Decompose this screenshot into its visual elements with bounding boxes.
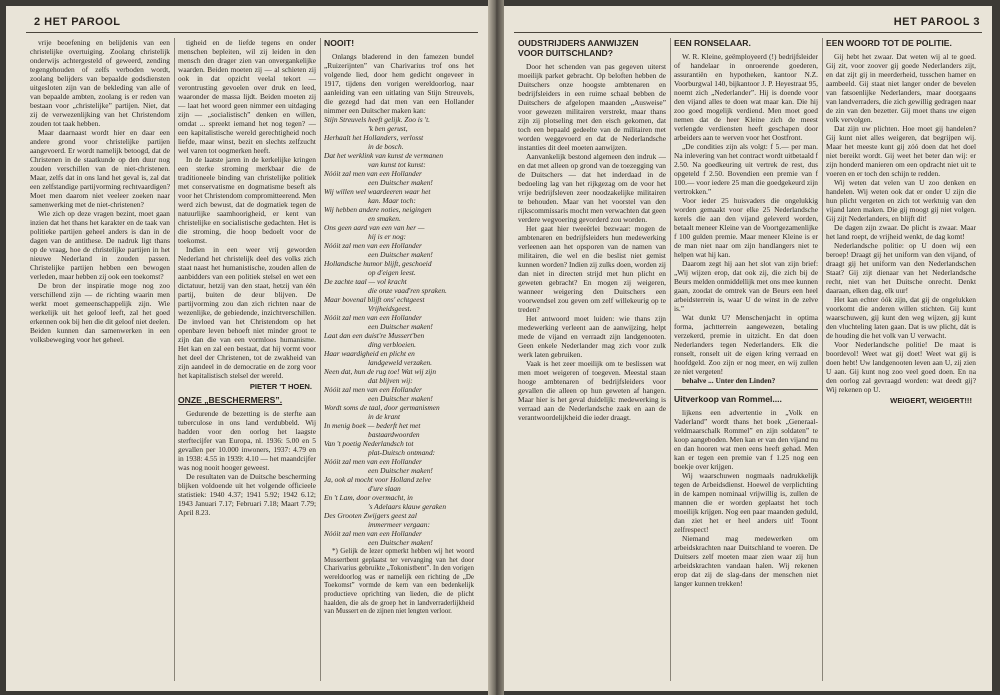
paragraph: tigheid en de liefde tegens en onder menschen bepleiten, wil zij leiden in den mensch den drager zien van onvergankelijke waarden. Beiden moeten zij — al schieten zij ook in dat opzicht veelal tekort — verontrusting gevoelen over druk en leed, waaronder de massa lijdt. Beiden moeten zij — laat het woord geen nimmer een uitdaging zijn — „socialistisch” denken en willen, omdat ... spreekt iemand het nog tegen? — een kapitalistische wereld gerechtigheid noch liefde, maar winst, bezit en slechts zelfzucht wel varen tot oogmerken heeft. (178, 38, 316, 155)
article-headline: EEN RONSELAAR. (674, 38, 751, 48)
paragraph: Wie zich op deze vragen bezint, moet gaan inzien dat het thans het karakter en de taak van politieke partijen geheel anders is dan in de dagen van de antithese. De nadruk ligt thans op de vraag, hoe de christelijke partijen in het nieuwe Nederland in zouden passen. Christelijke partijen hebben een bewogen verleden, maar hebben zij ook een toekomst? (30, 209, 170, 281)
poem-line: en smaken. (368, 214, 401, 223)
poem-line: De zachte taal — vol kracht (324, 277, 407, 286)
poem-line: Ja, ook al mocht voor Holland zelve (324, 475, 431, 484)
paragraph: Voor Nederlandsche politie! De maat is boordevol! Weet wat gij doet! Weet wat gij is doen hebt! Uw landgenooten leven aan U, zij zien U aan. Gij kunt nog zoo veel goed doen. En na den oorlog zal gevraagd worden: wat deedt gij? Wij rekenen op U. (826, 340, 976, 394)
paragraph: Wij weten dat velen van U zoo denken en handelen. Wij weten ook dat er onder U zijn die hun plicht vergeten en zich tot werktuig van den vijand laten maken. Die gij moogt gij niet volgen. Gij zijt Nederlanders, en blijft dit! (826, 178, 976, 223)
poem-line: d'ure slaan (368, 484, 401, 493)
paragraph: De bron der inspiratie moge nog zoo verschillend zijn — de richting waarin men werkt moet gemeenschappelijk zijn. Wie werkelijk uit het geloof leeft, zal het goed erkennen ook bij hen die dit geloof niet deelen. Beiden kunnen dan samenwerken in een volksbeweging voor het geheel. (30, 281, 170, 344)
paragraph: Voor ieder 25 huisvaders die ongelukkig worden gemaakt voor elke 25 Nederlandsche kerels die aan den vijand geleverd worden, betaalt meneer Kleine van de Voortgezamenlijke f 100 gulden premie. Maar meneer Kleine is er de man niet naar om zijn handlangers niet te helpen wat hij kan. (674, 196, 818, 259)
left-column-3 (324, 38, 474, 683)
page-header-right: HET PAROOL 3 (893, 16, 980, 28)
left-column-1 (30, 38, 170, 683)
column-rule (670, 38, 671, 681)
poem-line: Nóóit zal men van een Hollander (324, 241, 422, 250)
poem-line: een Duitscher maken! (368, 178, 433, 187)
poem-line: Hollandsche humor blijft, geschoeid (324, 259, 432, 268)
paragraph: De dagen zijn zwaar. De plicht is zwaar. Maar het land roept, de vrijheid wenkt, de dag komt! (826, 223, 976, 241)
poem-line: Dat het werklink van kunst de vermanen (324, 151, 444, 160)
article-signature: WEIGERT, WEIGERT!!! (890, 396, 972, 405)
paragraph: Vaak is het zeer moeilijk om te beslissen wat men moet weigeren of toegeven. Meestal staan hooge ambtenaren of bedrijfsleiders voor gevallen die alleen op hun geweten af hangen. Maar hier is het geval duidelijk: medewerking is verraad aan de Nederlandsche zaak en aan de verantwoordelijkheid die ieder draagt. (518, 359, 666, 422)
poem-line: Nóóit zal men van een Hollander (324, 529, 422, 538)
poem-line: ding verbloeien. (368, 340, 417, 349)
poem-line: In menig boek — bederft het met (324, 421, 421, 430)
article-headline: Uitverkoop van Rommel.... (674, 394, 782, 404)
poem-line: een Duitscher maken! (368, 538, 433, 547)
article-headline: EEN WOORD TOT DE POLITIE. (826, 38, 952, 48)
poem-line: dat blijven wij: (368, 376, 413, 385)
poem-line: Laat dan een duist're Mussert'ben (324, 331, 425, 340)
article-signature: PIETER 'T HOEN. (249, 382, 312, 391)
column-rule (174, 38, 175, 681)
paragraph: Door het schenden van pas gegeven uiterst moeilijk parket gebracht. Op beloften hebben de Duitschers onze hoogste ambtenaren en bedrijfsleiders in een ruime schaal bebben de Duitschers de afgelopen maanden „Ausweise” voor gewezen militairen verstrekt, maar thans zijn zij plotseling met den eisch gekomen, dat toch een bepaald gedeelte van de militairen met worden weggevoerd en dat de Nederlandsche instanties dit deel moeten aanwijzen. (518, 62, 666, 152)
right-column-2 (674, 38, 818, 683)
poem-line: Maar bovenal blijft ons' echtgeest (324, 295, 425, 304)
article-headline: NOOIT! (324, 38, 355, 48)
paragraph: lijkens een advertentie in „Volk en Vaderland” wordt thans het boek „Generaal-veldmaarschalk Rommel” en zijn soldaten” te koop aangeboden. Men kan er van den vijand nu en dan hooren wat men eens heeft gehad. Men kan er tegen een premie van f 1.25 nog een boekje over krijgen. (674, 408, 818, 471)
paragraph: Onlangs bladerend in den famezen bundel „Ruizerijnten” van Charivarius trof ons het volgende lied, door hem gedicht ongeveer in 1917, tijdens den vorigen wereldoorlog, naar aanleiding van een uitlating van Stijn Streuvels, die gezegd had dat men van een Hollander nimmer een Duitscher maken kan: (324, 52, 474, 115)
poem-line: bastaardwoorden (368, 430, 420, 439)
poem-line: kan. Maar toch: (368, 196, 416, 205)
poem-line: Wij hebben andere noties, neigingen (324, 205, 432, 214)
poem-line: Wordt soms de taal, door germanismen (324, 403, 440, 412)
paragraph: Daarom zegt hij aan het slot van zijn brief: „Wij wijzen erop, dat ook zij, die zich bij de Beurs melden onmiddellijk met ons mee kunnen gaan, zoodat de omtrek van de Beurs een heel arbeidsterrein is, waar U de winst in de zelve is.” (674, 259, 818, 313)
poem-line: van kunst tot kunst: (368, 160, 426, 169)
poem-line: een Duitscher maken! (368, 466, 433, 475)
poem-line: immermeer vergaan: (368, 520, 430, 529)
paragraph: Nederlandsche politie: op U doen wij een beroep! Draagt gij het uniform van den vijand, of draagt gij het uniform van den Nederlandschen Staat? Gij zijt dienaar van het Nederlandsche recht, niet van het Duitsche onrecht. Denkt daaraan, elken dag, elk uur! (826, 241, 976, 295)
poem-line: Vrijheidsgeest. (368, 304, 412, 313)
header-rule (26, 32, 478, 33)
poem-line: Nóóit zal men van een Hollander (324, 385, 422, 394)
poem-line: 'k ben gerust, (368, 124, 408, 133)
paragraph: Het antwoord moet luiden: wie thans zijn medewerking verleent aan de aanwijzing, helpt mede de vijand en verraadt zijn landgenooten. Geen enkele Nederlander mag zich voor zulk werk laten gebruiken. (518, 314, 666, 359)
book-gutter (488, 0, 504, 695)
paragraph: Gij hebt het zwaar. Dat weten wij al te goed. Gij zit, voor zoover gij goede Nederlanders zijt, en dat zijt gij in meerderheid, tusschen hamer en aambeeld. Gij staat niet langer onder de bevelen van fatsoenlijke Nederlanders, maar doorgaans van landverraders, die zich gewillig gedragen naar de zin van den bezetter. Gij moet thans uw eigen volk vervolgen. (826, 52, 976, 124)
poem-line: Stijn Streuvels heeft gelijk. Zoo is 't. (324, 115, 430, 124)
paragraph: Wat dunkt U? Menschenjacht in optima forma, jachtterrein aangewezen, betaling verzekerd, premie in uitzicht. En dat doen Nederlanders tegen Nederlanders. Elk die ronselt, ronselt uit de eigen kring verraad en hoofdgeld. Zoo zijn er nog meer, en wij zullen ze niet vergeten! (674, 313, 818, 376)
poem-line: in de bosch. (368, 142, 404, 151)
paragraph: Aanvankelijk bestond algemeen den indruk — en dat met alleen op grond van de toezegging van de Duitschers — dat het inderdaad in de bedoeling lag van het rijkgezag om de voor het vrije bedrijfsleven zeer noodzakelijke militairen te behouden. Maar van het voorstel van den rijkscommissaris mocht men verwachten dat geen verdere wegvoering gevorderd zou worden. (518, 152, 666, 224)
poem-line: Nóóit zal men van een Hollander (324, 169, 422, 178)
paragraph: W. R. Kleine, geëmployeerd (!) bedrijfsleider of handelaar in onroerende goederen, assurantiën en hypotheken, kantoor N.Z. Voorburgwal 140, bijkantoor J. P. Heyestraat 95, noemt zich „Nederlander”. Hij is doende voor den vijand alles te doen wat maar kan. Die hij zoo goed mogelijk verdiend. Men moet goed nemen dat de heer Kleine zich de meest verlengde verdiensten heeft geschapen door arbeiders aan te werven voor het Oostfront. (674, 52, 818, 142)
poem-line: Nóóit zal men van een Hollander (324, 313, 422, 322)
paragraph: Gedurende de bezetting is de sterfte aan tuberculose in ons land verdubbeld. Wij hadden voor den oorlog het laagste sterftecijfer van Europa, nl. 1936: 5.00 en 5 gevallen per 10.000 inwoners, 1937: 4.79 en in 1938: 4.55 in 1939: 4.10 — het maandcijfer was nog nooit hooger geweest. (178, 409, 316, 472)
poem-line: landgeweld verzaken. (368, 358, 433, 367)
poem-line: die onze vaad'ren spraken. (368, 286, 447, 295)
paragraph: Indien in een weer vrij geworden Nederland het christelijk deel des volks zich staat naast het humanistische, zouden allen de aanbidders van een politiek stelsel en wet een dictatuur, hetzij van den staat, hetzij van één partij, buiten de deur blijven. De partijvorming zou dan zich richten naar de wezenlijke, de gebiedende, inzichtverschillen. De invloed van het Christendom op het openbare leven behoeft niet minder groot te zijn dan die van een vormloos humanisme. Het kan en zal een bestaat, dat hij vormt voor het deel der Christenen, tot de zwakheid van zijn aandeel in de democratie en de zorg voor het kapitalistisch stelsel der wereld. (178, 245, 316, 380)
poem-line: Wij willen wel waardeeren waar het (324, 187, 431, 196)
right-column-3 (826, 38, 976, 683)
poem-line: Neen dat, hun de rug toe! Wat wij zijn (324, 367, 437, 376)
poem-line: Haar waardigheid en plicht en (324, 349, 415, 358)
column-rule (320, 38, 321, 681)
poem (324, 115, 474, 547)
trailer-line: behalve ... Unter den Linden? (682, 376, 776, 385)
poem-line: op d'eigen leest. (368, 268, 416, 277)
paragraph: Wij waarschuwen nogmaals nadrukkelijk tegen de Arbeidsdienst. Hoewel de verplichting in de kampen nominaal vrijwillig is, zullen de mannen die er worden geplaatst het toch moeilijk krijgen. Nog een paar maanden geduld, dan ziet het er heel anders uit! Toont zelfrespect! (674, 471, 818, 534)
paragraph: Maar daarnaast wordt hier en daar een andere grond voor christelijke partijen aangevoerd. Er wordt namelijk betoogd, dat de Christenen in de staatkunde op den duur nog zouden verschillen van de niet-christenen. Maar, zelfs dat in ons land het geval is, zal dat een zelfstandige partijvorming rechtvaardigen? Moet men daarom niet veeleer zoeken naar samenwerking met de niet-christenen? (30, 128, 170, 209)
left-column-2 (178, 38, 316, 683)
right-column-1 (518, 38, 666, 683)
header-rule (514, 32, 982, 33)
poem-line: in de krant (368, 412, 401, 421)
left-page (6, 6, 488, 691)
poem-line: Van 't poetig Nederlandsch tot (324, 439, 414, 448)
poem-line: Des Grooten Zwijgers geest zal (324, 511, 417, 520)
paragraph: De resultaten van de Duitsche bescherming blijken voldoende uit het volgende officieele statistiek: 1940 4.37; 1941 5.92; 1942 6.12; 1943 Januari 7.17; Februari 7.18; Maart 7.79; April 8.23. (178, 472, 316, 517)
paragraph: Het gaat hier tweeërlei bezwaar: mogen de ambtenaren en bedrijfsleiders hun medewerking verleenen aan het opsporen van de namen van militairen, die wel en die beslist niet gemist kunnen worden? Indien zij zulks doen, worden zij dan niet in directen strijd met hun plicht en geweten gebracht? En mogen zij weigeren, wanneer weigering den Duitschers een voorwendsel zou geven om zelf willekeurig op te treden? (518, 224, 666, 314)
poem-line: Ons geen aard van een van her — (324, 223, 425, 232)
poem-line: plat-Duitsch ontmand: (368, 448, 436, 457)
poem-line: hij is er nog: (368, 232, 406, 241)
paragraph: Niemand mag medewerken om arbeidskrachten naar Duitschland te voeren. De Duitsers zelf moeten maar zien waar zij hun arbeidskrachten vandaan halen. Wij rekenen erop dat zij de slag-dans der menschen niet langer kunnen trekken! (674, 534, 818, 588)
poem-line: een Duitscher maken! (368, 250, 433, 259)
paragraph: Het kan echter óók zijn, dat gij de ongelukken voorkomt die anderen willen stichten. Gij kunt waarschuwen, gij kunt den weg wijzen, gij kunt den vluchteling laten gaan. Dat is uw plicht, dát is de houding die het volk van U verwacht. (826, 295, 976, 340)
paragraph: „De condities zijn als volgt: f 5.— per man. Na inlevering van het contract wordt uitbetaald f 2.50. Na goedkeuring uit vertrek de rest, dus opgeteld f 2.50. Bovendien een premie van f 100.— voor iedere 25 man die goedgekeurd zijn vertrokken.” (674, 142, 818, 196)
poem-line: Nóóit zal men van een Hollander (324, 457, 422, 466)
paragraph: vrije beoefening en belijdenis van een christelijke overtuiging. Zoolang christelijk onderwijs achtergesteld of geweerd, zending tegengehouden of zelfs verboden wordt, zoolang belijders van bepaalde godsdiensten uitgesloten zijn van de bekleding van alle of van bepaalde ambten, zoolang is er reden van bestaan voor „christelijke” partijen. Niet, dat zij de verwezenlijking van het Christendom zouden tot taak hebben. (30, 38, 170, 128)
paragraph: In de laatste jaren in de kerkelijke kringen een sterke stroming merkbaar die de traditioneele binding van christelijke politiek met conservatisme en dogmatisme beseft als voor het Christendom compromitteerend. Men werd zich bewust, dat de dogmatiek tegen de natuurlijke saamhoorigheid, er kent van christelijke en socialistische gedachten. Het is die stroming, die hoop bedoelt voor de toekomst. (178, 155, 316, 245)
page-header-left: 2 HET PAROOL (34, 16, 121, 28)
poem-line: een Duitscher maken! (368, 394, 433, 403)
column-rule (822, 38, 823, 681)
poem-line: Herhaalt het Hollanders, verlosst (324, 133, 424, 142)
poem-line: 's Adelaars klauw geraken (368, 502, 447, 511)
right-page (504, 6, 992, 691)
poem-line: een Duitscher maken! (368, 322, 433, 331)
section-rule (674, 389, 818, 390)
footnote: *) Gelijk de lezer opmerkt hebben wij het woord Mussertbent geplaatst ter vervanging van het door Charivarius gebruikte „Tokonistbent”. In den vorigen wereldoorlog was er namelijk een richting de „De Toekomst” vormde de kern van een bedenkelijk productieve oprichting van lieden, die de plicht haalden, die als de groep het in landverraderlijkheid van Mussert en de zijnen niet lengten verloor. (324, 547, 474, 616)
paragraph: Dat zijn uw plichten. Hoe moet gij handelen? Gij kunt niet alles weigeren, dat begrijpen wij. Maar het meeste kunt gij zóó doen dat het doel niet bereikt wordt. Gij weet het beter dan wij: er zijn honderd manieren om een opdracht niet uit te voeren en er toch den schijn te redden. (826, 124, 976, 178)
article-headline: ONZE „BESCHERMERS”. (178, 395, 283, 405)
poem-line: En 't Lam, door overmacht, in (324, 493, 413, 502)
article-headline: OUDSTRIJDERS AANWIJZEN VOOR DUITSCHLAND? (518, 38, 639, 58)
